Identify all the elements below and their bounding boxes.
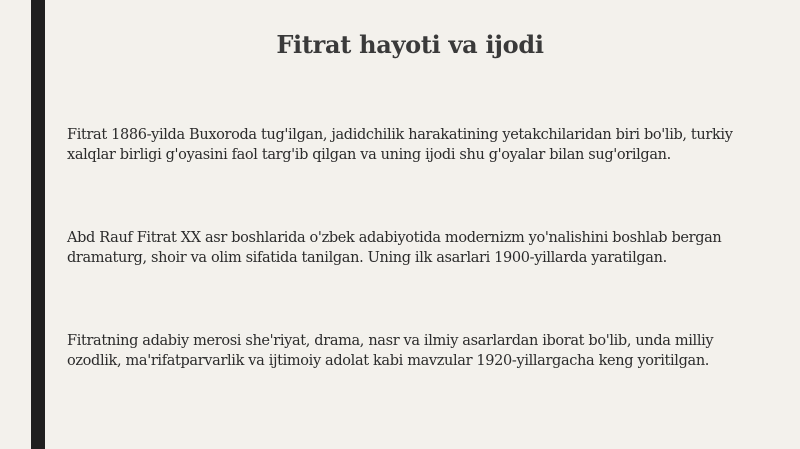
paragraph-2	[67, 228, 767, 268]
paragraph-3-line-2: ozodlik, ma'rifatparvarlik va ijtimoiy adolat kabi mavzular 1920-yillargacha keng yoritilgan.	[67, 353, 710, 369]
slide-title: Fitrat hayoti va ijodi	[276, 30, 544, 59]
paragraph-2-line-2: dramaturg, shoir va olim sifatida tanilgan. Uning ilk asarlari 1900-yillarda yaratilgan.	[67, 250, 667, 266]
paragraph-3-line-1: Fitratning adabiy merosi she'riyat, drama, nasr va ilmiy asarlardan iborat bo'lib, unda milliy	[67, 333, 714, 349]
paragraph-1-line-1: Fitrat 1886-yilda Buxoroda tug'ilgan, jadidchilik harakatining yetakchilaridan biri bo'lib, turkiy	[67, 127, 733, 143]
paragraph-3	[67, 331, 767, 371]
accent-bar	[31, 0, 45, 449]
paragraph-2-line-1: Abd Rauf Fitrat XX asr boshlarida o'zbek adabiyotida modernizm yo'nalishini boshlab bergan	[67, 230, 722, 246]
paragraph-1-line-2: xalqlar birligi g'oyasini faol targ'ib qilgan va uning ijodi shu g'oyalar bilan sug'orilgan.	[67, 147, 671, 163]
paragraph-1	[67, 125, 767, 165]
